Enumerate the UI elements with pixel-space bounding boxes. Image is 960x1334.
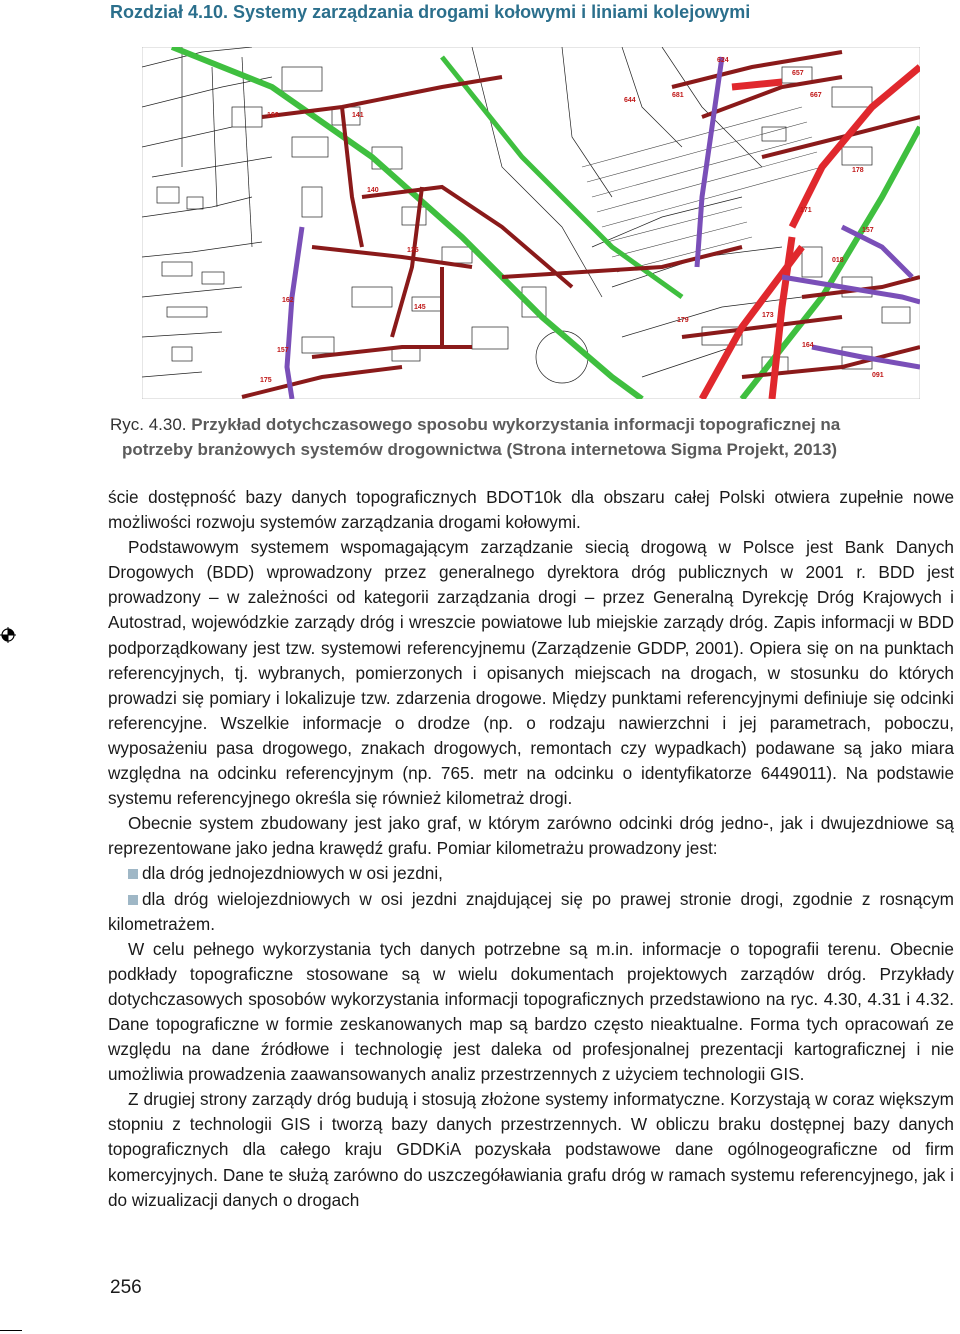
list-item-text: dla dróg wielojezdniowych w osi jezdni znajdującej się po prawej stronie drogi, zgodnie z rosnącym kilometrażem. <box>108 888 954 934</box>
registration-mark-icon <box>0 627 16 643</box>
svg-text:091: 091 <box>872 372 884 379</box>
svg-text:681: 681 <box>672 92 684 99</box>
figure-caption <box>110 412 950 462</box>
chapter-header: Rozdział 4.10. Systemy zarządzania drogami kołowymi i liniami kolejowymi <box>110 2 751 22</box>
svg-text:667: 667 <box>810 92 822 99</box>
svg-text:157: 157 <box>277 347 289 354</box>
page-number: 256 <box>110 1277 142 1298</box>
svg-text:171: 171 <box>800 207 812 214</box>
svg-text:140: 140 <box>367 187 379 194</box>
bullet-square-icon <box>128 895 138 905</box>
svg-text:179: 179 <box>677 317 689 324</box>
svg-text:644: 644 <box>624 97 636 104</box>
svg-text:018: 018 <box>832 257 844 264</box>
paragraph-4: W celu pełnego wykorzystania tych danych potrzebne są m.in. informacje o topografii terenu. Obecnie podkłady topograficzne stosowane są w wielu dokumentach projektowych zarządów dróg. Przykłady dotychczasowych sposobów wykorzystania informacji topograficznych przedstawiono na ryc. 4.30, 4.31 i 4.32. Dane topograficzne w formie zeskanowanych map są bardzo często nieaktualne. Forma tych opracowań ze względu na dane źródłowe i technologię jest daleka od profesjonalnej prezentacji kartograficznej i nie umożliwia prowadzenia zaawansowanych analiz przestrzennych z użyciem technologii GIS. <box>108 938 954 1085</box>
body-text <box>108 485 954 1213</box>
svg-text:164: 164 <box>802 342 814 349</box>
svg-text:135: 135 <box>407 247 419 254</box>
svg-text:657: 657 <box>792 70 804 77</box>
svg-text:157: 157 <box>862 227 874 234</box>
caption-line2: potrzeby branżowych systemów drogownictwa (Strona internetowa Sigma Projekt, 2013) <box>122 440 838 459</box>
caption-line1: Przykład dotychczasowego sposobu wykorzystania informacji topograficznej na <box>191 415 841 434</box>
list-item-text: dla dróg jednojezdniowych w osi jezdni, <box>142 863 443 884</box>
svg-text:178: 178 <box>852 167 864 174</box>
paragraph-1: ście dostępność bazy danych topograficznych BDOT10k dla obszaru całej Polski otwiera zupełnie nowe możliwości rozwoju systemów zarządzania drogami kołowymi. <box>108 487 954 533</box>
road-network-map <box>142 47 920 399</box>
paragraph-5: Z drugiej strony zarządy dróg budują i stosują złożone systemy informatyczne. Korzystają w coraz większym stopniu z technologii GIS i tworzą bazy danych przestrzennych. W obliczu braku dostępnej bazy danych topograficznych dla całego kraju GDDKiA pozyskała podstawowe dane ogólnogeograficzne od firm komercyjnych. Dane te służą zarówno do uszczegóławiania grafu dróg w ramach systemu referencyjnego, jak i do wizualizacji danych o drogach <box>108 1089 954 1210</box>
svg-text:624: 624 <box>717 57 729 64</box>
svg-text:173: 173 <box>762 312 774 319</box>
svg-text:141: 141 <box>352 112 364 119</box>
svg-text:162: 162 <box>282 297 294 304</box>
list-item <box>108 887 954 937</box>
list-item <box>108 861 954 886</box>
caption-label: Ryc. 4.30. <box>110 415 187 434</box>
svg-text:175: 175 <box>260 377 272 384</box>
bullet-square-icon <box>128 869 138 879</box>
paragraph-2: Podstawowym systemem wspomagającym zarządzanie siecią drogową w Polsce jest Bank Danych Drogowych (BDD) wprowadzony przez generalnego dyrektora dróg publicznych w 2001 r. BDD jest prowadzony – w zależności od kategorii zarządzania drogi – przez Generalną Dyrekcję Dróg Krajowych i Autostrad, wojewódzkie zarządy dróg i wreszcie powiatowe lub miejskie zarządy dróg. Zapis informacji w BDD podporządkowany jest tzw. systemowi referencyjnemu (Zarządzenie GDDP, 2001). Opiera się on na punktach referencyjnych, tj. wybranych, pomierzonych i opisanych miejscach na drogach, w stosunku do których prowadzi się pomiary i lokalizuje tzw. zdarzenia drogowe. Między punktami referencyjnymi definiuje się odcinki referencyjne. Wszelkie informacje o drodze (np. o rodzaju nawierzchni i jej parametrach, poboczu, wyposażeniu pasa drogowego, znakach drogowych, remontach czy wypadkach) podawane są jako miara względna na odcinku referencyjnym (np. 765. metr na odcinku o identyfikatorze 6449011). Na podstawie systemu referencyjnego określa się również kilometraż drogi. <box>108 537 954 809</box>
paragraph-3: Obecnie system zbudowany jest jako graf, w którym zarówno odcinki dróg jedno-, jak i dwujezdniowe są reprezentowane jako jedna krawędź grafu. Pomiar kilometrażu prowadzony jest: <box>108 813 954 859</box>
svg-text:145: 145 <box>414 304 426 311</box>
svg-text:166: 166 <box>267 112 279 119</box>
trim-mark <box>0 1330 22 1331</box>
